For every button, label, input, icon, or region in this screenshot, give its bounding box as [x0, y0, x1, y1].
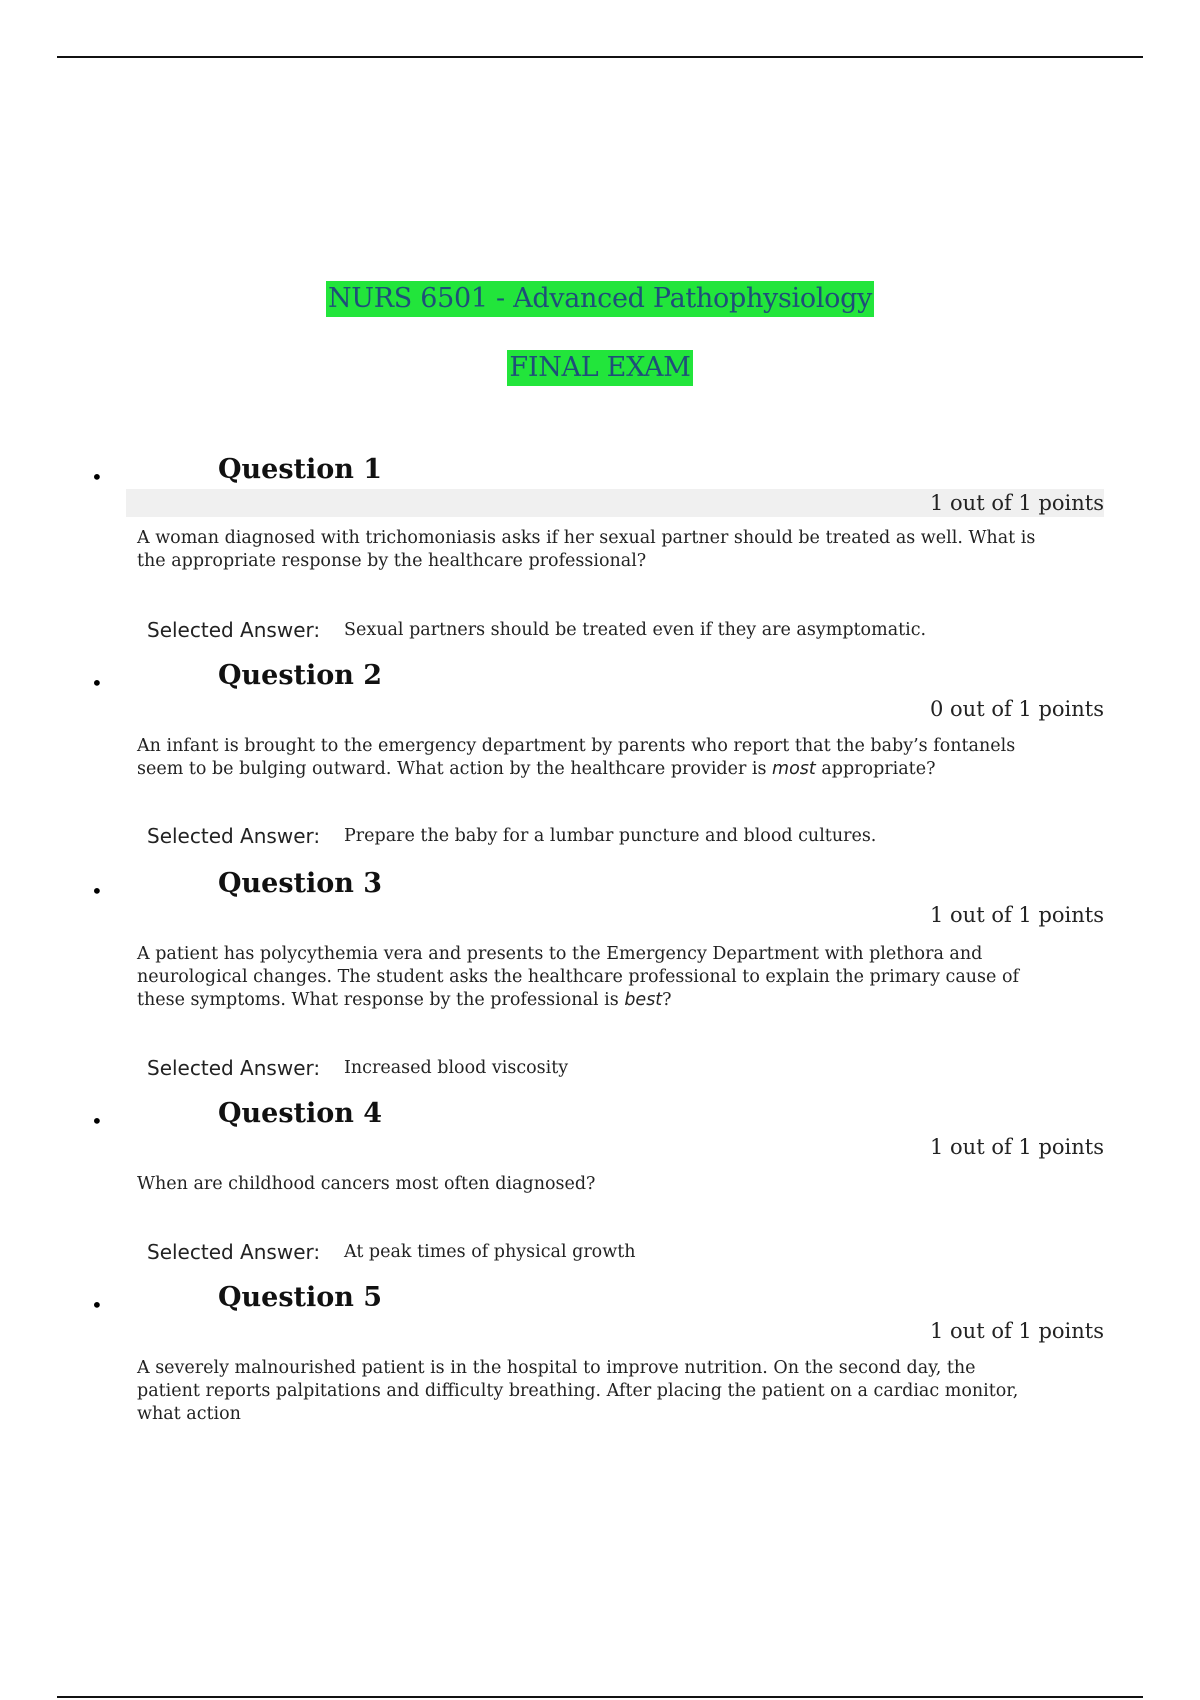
- selected-answer: Sexual partners should be treated even if they are asymptomatic.: [344, 620, 927, 640]
- document-subtitle: FINAL EXAM: [507, 350, 692, 386]
- bullet: •: [91, 465, 103, 489]
- bottom-rule: [57, 1696, 1143, 1698]
- selected-answer-label: Selected Answer:: [147, 618, 321, 642]
- question-points: 1 out of 1 points: [930, 1319, 1104, 1343]
- selected-answer-label: Selected Answer:: [147, 824, 321, 848]
- question-heading: Question 4: [218, 1098, 383, 1129]
- selected-answer: Prepare the baby for a lumbar puncture and blood cultures.: [344, 826, 877, 846]
- selected-answer-label: Selected Answer:: [147, 1240, 321, 1264]
- question-text: [137, 943, 1037, 1012]
- document-title: NURS 6501 - Advanced Pathophysiology: [326, 281, 874, 317]
- question-text-emphasis: most: [772, 759, 816, 779]
- top-rule: [57, 56, 1143, 58]
- selected-answer: Increased blood viscosity: [344, 1058, 569, 1078]
- document-subtitle-wrap: [0, 350, 1200, 386]
- question-text-part: A patient has polycythemia vera and presents to the Emergency Department with plethora and neurological changes. The student asks the healthcare professional to explain the primary cause of these symptoms. What response by the professional is: [137, 944, 1019, 1010]
- question-text: When are childhood cancers most often diagnosed?: [137, 1174, 596, 1194]
- document-title-wrap: [0, 281, 1200, 317]
- question-text-part: appropriate?: [815, 759, 936, 779]
- question-text: A severely malnourished patient is in the hospital to improve nutrition. On the second day, the patient reports palpitations and difficulty breathing. After placing the patient on a cardiac monitor, what action: [137, 1358, 1019, 1424]
- question-heading: Question 3: [218, 868, 383, 899]
- question-heading: Question 2: [218, 660, 383, 691]
- selected-answer-label: Selected Answer:: [147, 1056, 321, 1080]
- question-points: 1 out of 1 points: [126, 489, 1104, 517]
- bullet: •: [91, 671, 103, 695]
- question-text-part: ?: [662, 990, 672, 1010]
- question-points: 1 out of 1 points: [930, 903, 1104, 927]
- bullet: •: [91, 879, 103, 903]
- question-text-part: An infant is brought to the emergency department by parents who report that the baby’s fontanels seem to be bulging outward. What action by the healthcare provider is: [137, 736, 1016, 779]
- question-points: 1 out of 1 points: [930, 1135, 1104, 1159]
- question-points: 0 out of 1 points: [930, 697, 1104, 721]
- question-text: [137, 735, 1037, 781]
- selected-answer: At peak times of physical growth: [344, 1242, 636, 1262]
- question-text-emphasis: best: [624, 990, 663, 1010]
- question-heading: Question 1: [218, 454, 383, 485]
- question-heading: Question 5: [218, 1282, 383, 1313]
- bullet: •: [91, 1109, 103, 1133]
- question-text: A woman diagnosed with trichomoniasis asks if her sexual partner should be treated as well. What is the appropriate response by the healthcare professional?: [137, 528, 1036, 571]
- bullet: •: [91, 1293, 103, 1317]
